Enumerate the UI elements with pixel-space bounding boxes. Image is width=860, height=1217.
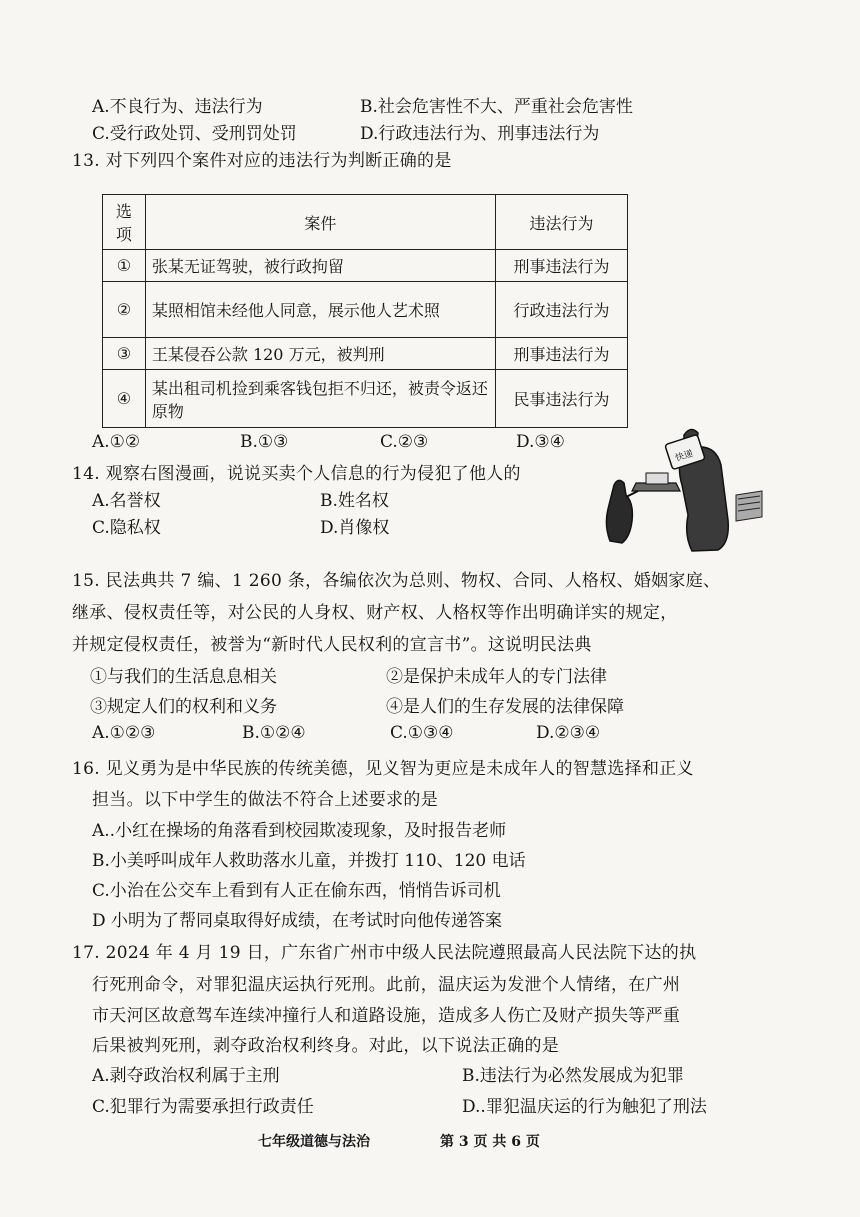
table-row	[103, 250, 628, 282]
q17-option-d: D..罪犯温庆运的行为触犯了刑法	[462, 1097, 707, 1117]
row-violation: 民事违法行为	[495, 370, 627, 428]
table-header-row	[103, 195, 628, 250]
q15-option-c: C.①③④	[390, 723, 454, 743]
footer-subject: 七年级道德与法治	[258, 1134, 370, 1150]
q13-option-a: A.①②	[92, 432, 141, 452]
q17-option-c: C.犯罪行为需要承担行政责任	[92, 1097, 314, 1117]
row-case: 某出租司机捡到乘客钱包拒不归还，被责令返还原物	[145, 370, 495, 428]
q16-option-b: B.小美呼叫成年人救助落水儿童，并拨打 110、120 电话	[92, 851, 526, 871]
table-row	[103, 338, 628, 370]
q14-stem: 14. 观察右图漫画，说说买卖个人信息的行为侵犯了他人的	[72, 464, 521, 484]
q12-option-d: D.行政违法行为、刑事违法行为	[360, 124, 600, 144]
q13-option-b: B.①③	[240, 432, 289, 452]
q17-line-2: 行死刑命令，对罪犯温庆运执行死刑。此前，温庆运为发泄个人情绪，在广州	[92, 975, 681, 995]
row-case: 某照相馆未经他人同意，展示他人艺术照	[145, 282, 495, 338]
q15-line-1: 15. 民法典共 7 编、1 260 条，各编依次为总则、物权、合同、人格权、婚姻家庭、	[72, 571, 721, 591]
q15-item-4: ④是人们的生存发展的法律保障	[386, 697, 624, 717]
q15-item-1: ①与我们的生活息息相关	[90, 667, 277, 687]
table-header-option: 选项	[103, 195, 146, 250]
q13-stem: 13. 对下列四个案件对应的违法行为判断正确的是	[72, 151, 452, 171]
row-number: ①	[103, 250, 146, 282]
q14-option-d: D.肖像权	[320, 518, 390, 538]
row-number: ②	[103, 282, 146, 338]
q15-option-d: D.②③④	[536, 723, 601, 743]
q15-item-3: ③规定人们的权利和义务	[90, 697, 277, 717]
q17-option-b: B.违法行为必然发展成为犯罪	[462, 1066, 684, 1086]
q14-option-a: A.名誉权	[92, 491, 161, 511]
q17-line-3: 市天河区故意驾车连续冲撞行人和道路设施，造成多人伤亡及财产损失等严重	[92, 1006, 681, 1026]
row-case: 张某无证驾驶，被行政拘留	[145, 250, 495, 282]
row-case: 王某侵吞公款 120 万元，被判刑	[145, 338, 495, 370]
cartoon-illustration	[596, 425, 766, 555]
footer-page-number: 第 3 页 共 6 页	[440, 1134, 540, 1150]
q15-line-3: 并规定侵权责任，被誉为“新时代人民权利的宣言书”。这说明民法典	[72, 635, 592, 655]
q12-option-c: C.受行政处罚、受刑罚处罚	[92, 124, 297, 144]
q16-line-2: 担当。以下中学生的做法不符合上述要求的是	[92, 790, 438, 810]
row-number: ④	[103, 370, 146, 428]
cartoon-sign-text: 快递	[674, 448, 695, 464]
row-number: ③	[103, 338, 146, 370]
q15-option-b: B.①②④	[242, 723, 306, 743]
q17-line-1: 17. 2024 年 4 月 19 日，广东省广州市中级人民法院遵照最高人民法院下达的执	[72, 943, 697, 963]
q15-line-2: 继承、侵权责任等，对公民的人身权、财产权、人格权等作出明确详实的规定，	[72, 603, 678, 623]
row-violation: 刑事违法行为	[495, 250, 627, 282]
row-violation: 刑事违法行为	[495, 338, 627, 370]
q12-option-b: B.社会危害性不大、严重社会危害性	[360, 97, 633, 117]
q14-option-c: C.隐私权	[92, 518, 161, 538]
row-violation: 行政违法行为	[495, 282, 627, 338]
q12-option-a: A.不良行为、违法行为	[92, 97, 263, 117]
q13-case-table	[102, 194, 628, 428]
q16-line-1: 16. 见义勇为是中华民族的传统美德，见义智为更应是未成年人的智慧选择和正义	[72, 759, 694, 779]
table-header-case: 案件	[145, 195, 495, 250]
q16-option-c: C.小治在公交车上看到有人正在偷东西，悄悄告诉司机	[92, 881, 501, 901]
table-row	[103, 282, 628, 338]
q15-option-a: A.①②③	[92, 723, 156, 743]
table-header-violation: 违法行为	[495, 195, 627, 250]
table-row	[103, 370, 628, 428]
q16-option-a: A..小红在操场的角落看到校园欺凌现象，及时报告老师	[92, 821, 507, 841]
q13-option-d: D.③④	[516, 432, 565, 452]
q17-line-4: 后果被判死刑，剥夺政治权利终身。对此，以下说法正确的是	[92, 1036, 560, 1056]
q14-option-b: B.姓名权	[320, 491, 389, 511]
q17-option-a: A.剥夺政治权利属于主刑	[92, 1066, 280, 1086]
q13-option-c: C.②③	[380, 432, 429, 452]
q15-item-2: ②是保护未成年人的专门法律	[386, 667, 607, 687]
q16-option-d: D 小明为了帮同桌取得好成绩，在考试时向他传递答案	[92, 911, 503, 931]
